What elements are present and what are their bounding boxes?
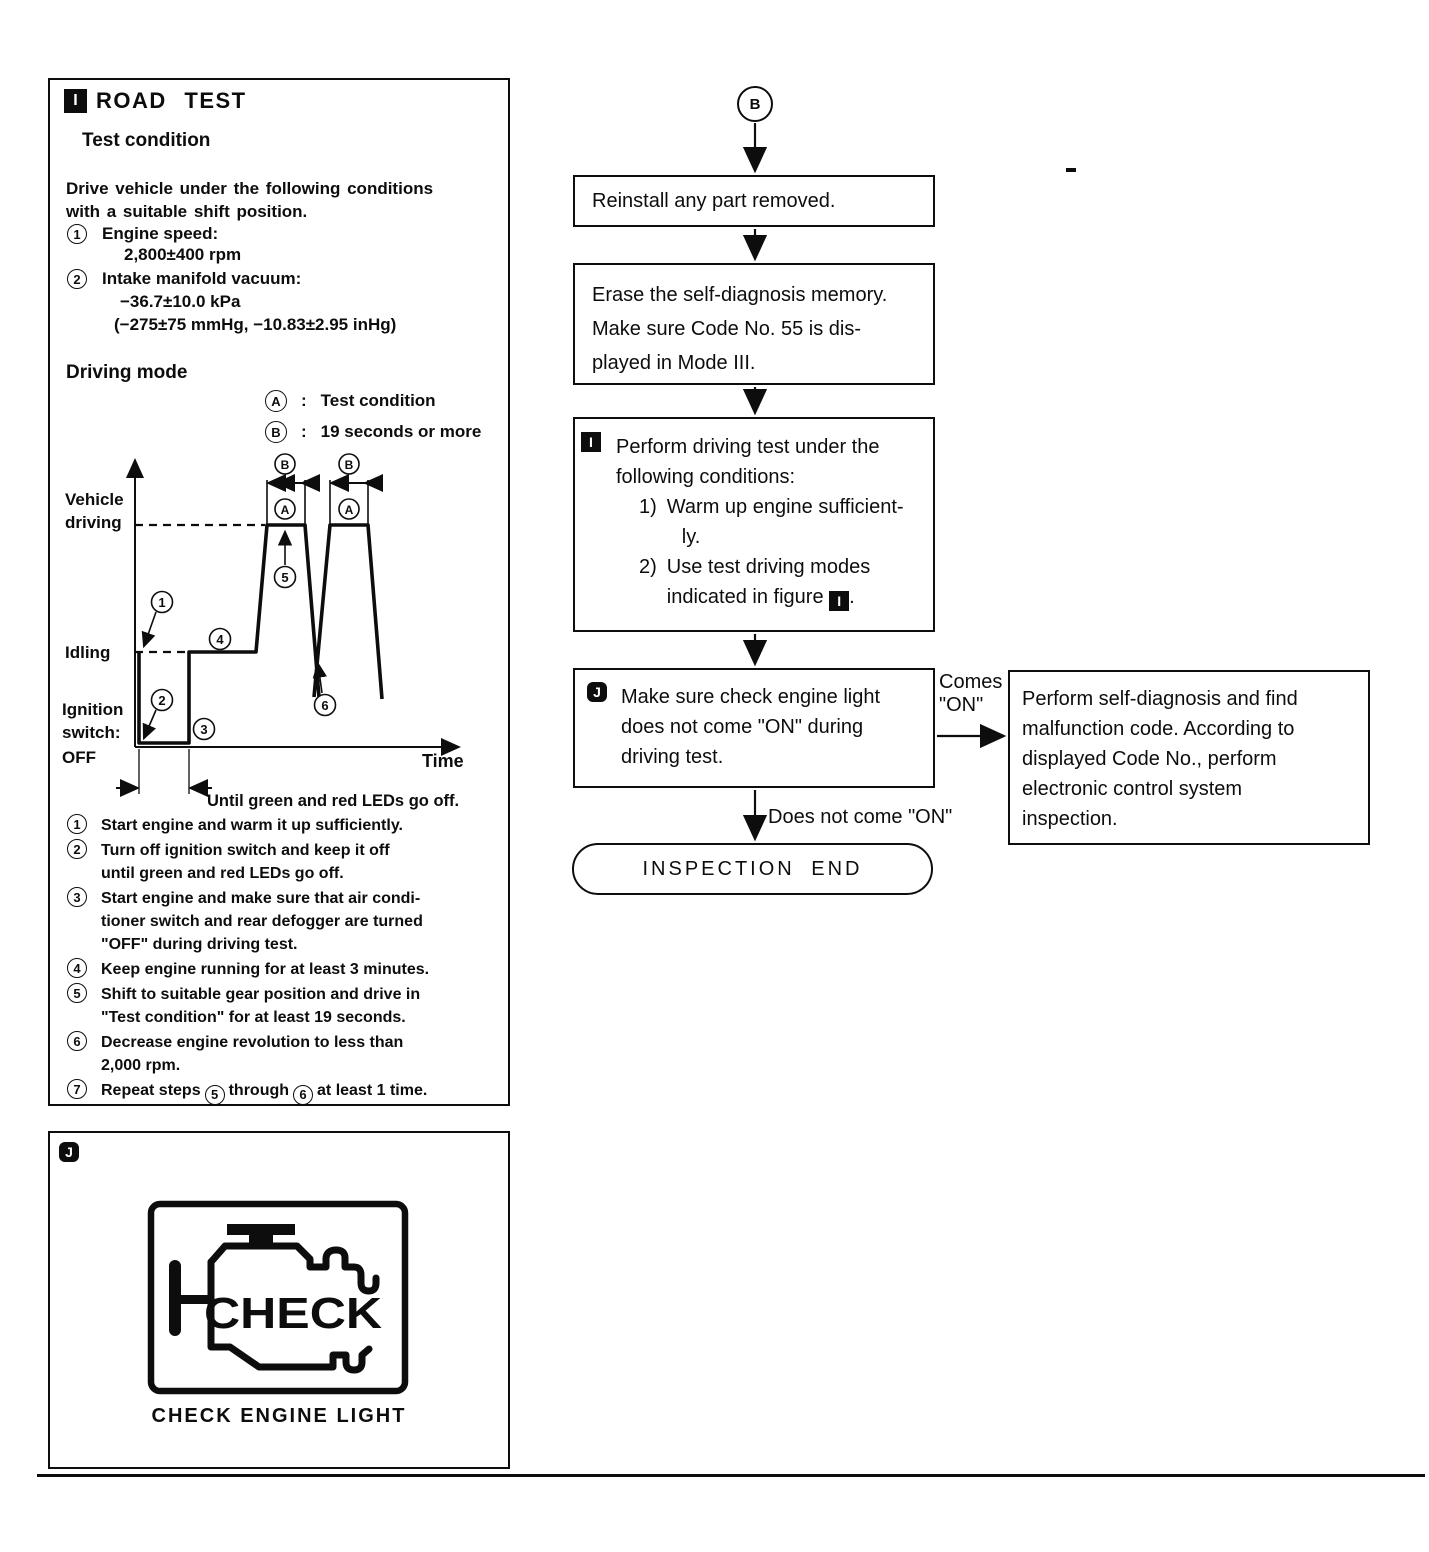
step-line: 2,000 rpm. (101, 1057, 181, 1074)
step7-mid: through (228, 1082, 290, 1099)
circled-4-icon: 4 (67, 958, 87, 978)
flow-subitem-2 (575, 552, 933, 612)
engine-speed-value: 2,800±400 rpm (124, 245, 242, 264)
legend-colon: : (301, 391, 307, 410)
figure-ref-text: indicated in figure (666, 586, 824, 608)
step7-pre: Repeat steps (101, 1082, 201, 1099)
flow-box-line: driving test. (621, 746, 724, 768)
step-line: tioner switch and rear defogger are turned (101, 913, 423, 930)
step7-post: at least 1 time. (317, 1082, 428, 1099)
flow-box-line: Make sure check engine light (621, 686, 881, 708)
branch-label-does-not-come-on: Does not come "ON" (768, 806, 953, 828)
flow-box-reinstall (573, 175, 935, 227)
flow-box-line (667, 582, 870, 612)
flow-box-line: following conditions: (616, 466, 795, 488)
section-j-badge-icon: J (587, 682, 607, 702)
circled-2-icon: 2 (67, 839, 87, 859)
flow-box-erase-memory (573, 263, 935, 385)
subitem-number: 2) (639, 556, 657, 578)
step-line: Keep engine running for at least 3 minutes. (101, 961, 430, 978)
y-label-idling: Idling (65, 643, 111, 662)
page-bottom-rule (37, 1474, 1425, 1477)
circled-2-icon: 2 (67, 269, 87, 289)
circled-a-icon: A (265, 390, 287, 412)
flow-box-line: electronic control system (1022, 778, 1243, 800)
flow-box-line: Warm up engine sufficient- (666, 496, 904, 518)
svg-text:6: 6 (321, 698, 329, 713)
circled-5-icon: 5 (67, 983, 87, 1003)
step-line: Start engine and make sure that air condi- (101, 890, 421, 907)
y-label-ignition: Ignition (62, 700, 124, 719)
figure-ref-period: . (849, 586, 855, 608)
step-line: until green and red LEDs go off. (101, 865, 344, 882)
step-line: Start engine and warm it up sufficiently. (101, 817, 403, 834)
svg-text:4: 4 (216, 632, 224, 647)
svg-text:2: 2 (158, 693, 166, 708)
check-engine-light-caption: CHECK ENGINE LIGHT (151, 1405, 407, 1427)
figure-i-badge-icon: I (829, 591, 849, 611)
step-line: Turn off ignition switch and keep it off (101, 842, 390, 859)
flow-box-line: Perform self-diagnosis and find (1022, 688, 1298, 710)
flow-box-line: ly. (681, 526, 701, 548)
svg-text:B: B (344, 458, 354, 472)
y-label-driving: driving (65, 513, 122, 532)
branch-label-comes-on (939, 671, 1002, 717)
print-artifact-mark (1066, 168, 1076, 172)
svg-text:5: 5 (281, 570, 289, 585)
svg-text:A: A (280, 503, 290, 517)
step-line: Shift to suitable gear position and drive in (101, 986, 421, 1003)
circled-6-icon: 6 (293, 1085, 313, 1105)
flow-box-line: displayed Code No., perform (1022, 748, 1277, 770)
inspection-end-terminal: INSPECTION END (572, 843, 933, 895)
driving-mode-heading: Driving mode (66, 362, 188, 383)
condition-label: Intake manifold vacuum: (102, 269, 302, 288)
circled-1-icon: 1 (67, 814, 87, 834)
vacuum-value-kpa: −36.7±10.0 kPa (120, 292, 241, 311)
branch-label-line: "ON" (939, 694, 984, 716)
section-j-badge-icon: J (59, 1142, 79, 1162)
intro-line: Drive vehicle under the following conditions (66, 179, 434, 198)
flow-box-line: Erase the self-diagnosis memory. (592, 284, 888, 306)
x-label-time: Time (422, 751, 464, 771)
section-i-badge-icon: I (64, 89, 87, 113)
step-line: "OFF" during driving test. (101, 936, 298, 953)
flow-box-line: Perform driving test under the (616, 436, 880, 458)
y-label-switch: switch: (62, 723, 121, 742)
flow-box-line: does not come "ON" during (621, 716, 864, 738)
flow-box-line: played in Mode III. (592, 352, 756, 374)
circled-7-icon: 7 (67, 1079, 87, 1099)
step-line: Decrease engine revolution to less than (101, 1034, 404, 1051)
section-i-badge-icon: I (581, 432, 601, 452)
connector-b-node: B (737, 86, 773, 122)
circled-b-icon: B (265, 421, 287, 443)
span-note: Until green and red LEDs go off. (207, 792, 460, 810)
svg-text:A: A (344, 503, 354, 517)
flow-box-driving-test (573, 417, 935, 632)
flow-box-line: malfunction code. According to (1022, 718, 1295, 740)
condition-label: Engine speed: (102, 224, 219, 243)
legend-text: 19 seconds or more (320, 422, 482, 441)
test-condition-heading: Test condition (82, 130, 211, 151)
road-test-title: ROAD TEST (96, 88, 247, 113)
legend-colon: : (301, 422, 307, 441)
flow-box-self-diagnosis (1008, 670, 1370, 845)
circled-3-icon: 3 (67, 887, 87, 907)
svg-text:B: B (280, 458, 290, 472)
flow-box-line: inspection. (1022, 808, 1118, 830)
circled-1-icon: 1 (67, 224, 87, 244)
vacuum-value-alt: (−275±75 mmHg, −10.83±2.95 inHg) (114, 315, 397, 334)
svg-text:1: 1 (158, 595, 166, 610)
y-label-vehicle: Vehicle (65, 490, 124, 509)
svg-text:3: 3 (200, 722, 208, 737)
flow-box-text: Reinstall any part removed. (592, 190, 836, 212)
legend-text: Test condition (320, 391, 436, 410)
flow-box-line: Use test driving modes (666, 556, 871, 578)
circled-5-icon: 5 (205, 1085, 225, 1105)
branch-label-line: Comes (939, 671, 1003, 693)
circled-6-icon: 6 (67, 1031, 87, 1051)
intro-line: with a suitable shift position. (66, 202, 308, 221)
flow-subitem-1 (575, 492, 933, 552)
engine-check-text: CHECK (204, 1289, 383, 1338)
subitem-number: 1) (639, 496, 657, 518)
flow-box-check-light (573, 668, 935, 788)
flow-box-line: Make sure Code No. 55 is dis- (592, 318, 862, 340)
y-label-off: OFF (62, 748, 96, 767)
step-line: "Test condition" for at least 19 seconds. (101, 1009, 406, 1026)
